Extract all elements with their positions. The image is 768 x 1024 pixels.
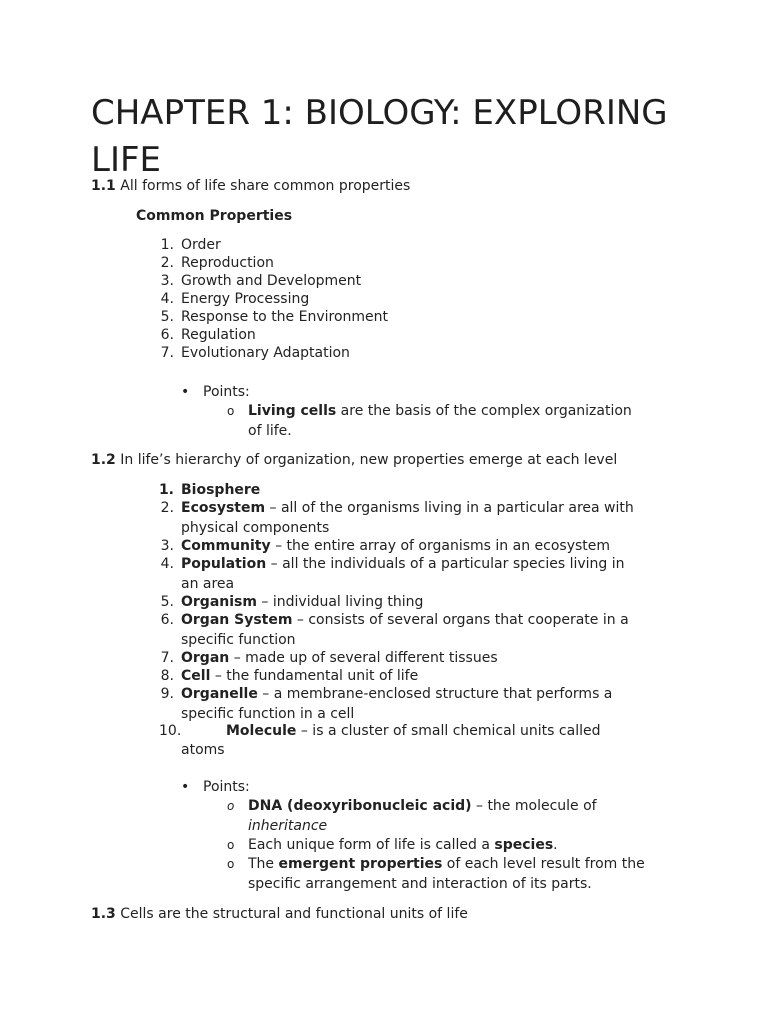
list-number: 1. bbox=[160, 237, 174, 253]
section-number: 1.2 bbox=[91, 452, 116, 468]
definition: – made up of several different tissues bbox=[229, 650, 498, 666]
point-emergent bbox=[248, 855, 645, 873]
definition: – a membrane-enclosed structure that performs a bbox=[257, 686, 613, 702]
circle-bullet-icon: o bbox=[227, 799, 235, 813]
list-item: Energy Processing bbox=[181, 291, 310, 307]
list-item bbox=[181, 537, 610, 555]
chapter-title: CHAPTER 1: BIOLOGY: EXPLORING LIFE bbox=[91, 93, 668, 180]
list-item bbox=[181, 555, 625, 573]
term: Ecosystem bbox=[181, 500, 266, 516]
term: Population bbox=[181, 556, 267, 572]
point-species bbox=[248, 836, 558, 854]
term: Cell bbox=[181, 668, 211, 684]
list-number: 5. bbox=[160, 594, 174, 610]
list-item bbox=[181, 649, 498, 667]
term: Organ bbox=[181, 650, 230, 666]
circle-bullet-icon: o bbox=[227, 838, 235, 852]
list-number: 6. bbox=[160, 327, 174, 343]
definition: – the entire array of organisms in an ecosystem bbox=[270, 538, 611, 554]
term: Organism bbox=[181, 594, 257, 610]
list-number: 7. bbox=[160, 345, 174, 361]
definition-continued: an area bbox=[181, 576, 235, 592]
list-number: 8. bbox=[160, 668, 174, 684]
bold-term: species bbox=[494, 837, 554, 853]
points-label: Points: bbox=[203, 384, 250, 400]
list-number: 6. bbox=[160, 612, 174, 628]
list-number: 1. bbox=[158, 482, 174, 498]
point-living-cells bbox=[248, 402, 632, 420]
list-number: 4. bbox=[160, 291, 174, 307]
definition: – all the individuals of a particular species living in bbox=[266, 556, 625, 572]
list-item: Growth and Development bbox=[181, 273, 362, 289]
list-number: 2. bbox=[160, 255, 174, 271]
point-living-cells-continued: of life. bbox=[248, 423, 292, 439]
list-number: 9. bbox=[160, 686, 174, 702]
list-number: 10. bbox=[159, 723, 182, 739]
definition-continued: specific function bbox=[181, 632, 296, 648]
bold-term: emergent properties bbox=[278, 856, 443, 872]
point-text: of each level result from the bbox=[442, 856, 645, 872]
definition: – is a cluster of small chemical units called bbox=[296, 723, 601, 739]
list-number: 4. bbox=[160, 556, 174, 572]
section-number: 1.3 bbox=[91, 906, 116, 922]
term: Community bbox=[181, 538, 271, 554]
list-item bbox=[181, 481, 260, 499]
list-item: Response to the Environment bbox=[181, 309, 389, 325]
list-number: 3. bbox=[160, 538, 174, 554]
point-text: – the molecule of bbox=[471, 798, 597, 814]
list-number: 5. bbox=[160, 309, 174, 325]
definition: – the fundamental unit of life bbox=[210, 668, 419, 684]
term: Organelle bbox=[181, 686, 258, 702]
list-number: 2. bbox=[160, 500, 174, 516]
list-item: Order bbox=[181, 237, 221, 253]
definition-continued: atoms bbox=[181, 742, 225, 758]
points-label: Points: bbox=[203, 779, 250, 795]
term: Organ System bbox=[181, 612, 293, 628]
definition: – individual living thing bbox=[256, 594, 424, 610]
list-item bbox=[181, 611, 629, 629]
point-text: are the basis of the complex organization bbox=[336, 403, 632, 419]
list-item bbox=[181, 667, 418, 685]
point-text: Each unique form of life is called a bbox=[248, 837, 495, 853]
definition: – all of the organisms living in a particular area with bbox=[265, 500, 634, 516]
definition-continued: physical components bbox=[181, 520, 330, 536]
term: Biosphere bbox=[181, 482, 261, 498]
circle-bullet-icon: o bbox=[227, 404, 235, 418]
list-item bbox=[181, 499, 634, 517]
list-item bbox=[226, 722, 600, 740]
section-number: 1.1 bbox=[91, 178, 116, 194]
italic-term: inheritance bbox=[248, 818, 328, 834]
list-item bbox=[181, 593, 423, 611]
list-number: 3. bbox=[160, 273, 174, 289]
section-heading-1-1 bbox=[91, 177, 410, 195]
section-heading-1-2 bbox=[91, 451, 617, 469]
definition-continued: specific function in a cell bbox=[181, 706, 355, 722]
section-text: All forms of life share common properties bbox=[120, 178, 411, 194]
point-text: . bbox=[553, 837, 558, 853]
list-item bbox=[181, 685, 612, 703]
bold-term: DNA (deoxyribonucleic acid) bbox=[248, 798, 472, 814]
point-emergent-continued: specific arrangement and interaction of its parts. bbox=[248, 876, 592, 892]
bullet-icon: • bbox=[181, 384, 190, 400]
term: Molecule bbox=[226, 723, 297, 739]
bold-term: Living cells bbox=[248, 403, 337, 419]
point-dna bbox=[248, 797, 597, 815]
section-heading-1-3 bbox=[91, 905, 468, 923]
bullet-icon: • bbox=[181, 779, 190, 795]
list-item: Reproduction bbox=[181, 255, 274, 271]
list-number: 7. bbox=[160, 650, 174, 666]
point-text: The bbox=[248, 856, 279, 872]
circle-bullet-icon: o bbox=[227, 857, 235, 871]
definition: – consists of several organs that cooperate in a bbox=[292, 612, 629, 628]
common-properties-heading: Common Properties bbox=[136, 208, 293, 224]
list-item: Regulation bbox=[181, 327, 256, 343]
section-text: Cells are the structural and functional units of life bbox=[120, 906, 468, 922]
section-text: In life’s hierarchy of organization, new properties emerge at each level bbox=[120, 452, 618, 468]
list-item: Evolutionary Adaptation bbox=[181, 345, 350, 361]
